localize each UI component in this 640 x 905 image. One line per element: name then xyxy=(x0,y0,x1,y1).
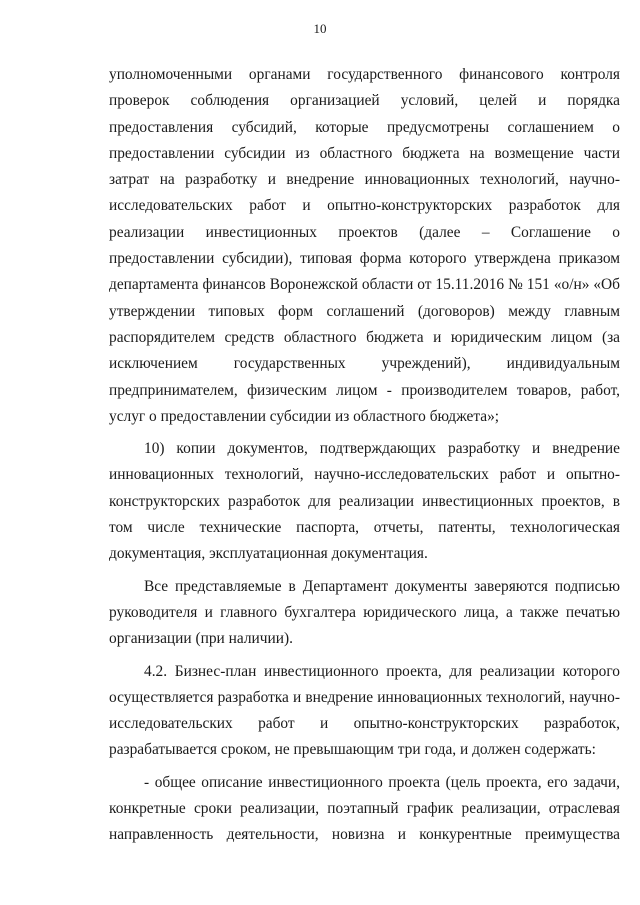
text-line: конкретные сроки реализации, поэтапный график реализации, отраслевая xyxy=(109,800,620,818)
text-line: осуществляется разработка и внедрение инновационных технологий, научно- xyxy=(109,688,620,706)
text-line: 4.2. Бизнес-план инвестиционного проекта, для реализации которого xyxy=(144,662,620,680)
text-line: департамента финансов Воронежской области от 15.11.2016 № 151 «о/н» «Об xyxy=(109,276,620,294)
text-line: том числе технические паспорта, отчеты, патенты, технологическая xyxy=(109,519,620,537)
document-body xyxy=(109,62,620,849)
text-line: распорядителем средств областного бюджета и юридическим лицом (за xyxy=(109,328,620,346)
text-line: исследовательских работ и опытно-конструкторских разработок для xyxy=(109,197,620,215)
text-line: инновационных технологий, научно-исследовательских работ и опытно- xyxy=(109,466,620,484)
paragraph-item-10 xyxy=(109,436,620,567)
text-line: руководителя и главного бухгалтера юридического лица, а также печатью xyxy=(109,603,620,621)
text-line: 10) копии документов, подтверждающих разработку и внедрение xyxy=(144,440,620,458)
paragraph-certification xyxy=(109,574,620,653)
text-line: разрабатывается сроком, не превышающим три года, и должен содержать: xyxy=(109,741,596,759)
text-line: предоставления субсидий, которые предусмотрены соглашением о xyxy=(109,118,620,136)
text-line: документация, эксплуатационная документация. xyxy=(109,545,428,563)
text-line: направленность деятельности, новизна и конкурентные преимущества xyxy=(109,826,620,844)
text-line: уполномоченными органами государственного финансового контроля xyxy=(109,66,620,83)
text-line: услуг о предоставлении субсидии из областного бюджета»; xyxy=(109,407,500,425)
page-number: 10 xyxy=(313,21,327,36)
text-line: предоставлении субсидии из областного бюджета на возмещение части xyxy=(109,144,620,162)
paragraph-continuation xyxy=(109,62,620,430)
text-line: Все представляемые в Департамент документы заверяются подписью xyxy=(144,577,620,595)
paragraph-section-4-2 xyxy=(109,659,620,764)
text-line: конструкторских разработок для реализации инвестиционных проектов, в xyxy=(109,492,620,510)
text-line: исследовательских работ и опытно-конструкторских разработок, xyxy=(109,715,620,733)
paragraph-project-description xyxy=(109,770,620,849)
text-line: затрат на разработку и внедрение инновационных технологий, научно- xyxy=(109,171,620,189)
text-line: предпринимателем, физическим лицом - производителем товаров, работ, xyxy=(109,381,620,399)
text-line: проверок соблюдения организацией условий, целей и порядка xyxy=(109,92,620,110)
text-line: исключением государственных учреждений), индивидуальным xyxy=(109,355,620,373)
text-line: утверждении типовых форм соглашений (договоров) между главным xyxy=(109,302,620,320)
text-line: реализации инвестиционных проектов (далее – Соглашение о xyxy=(109,223,620,241)
text-line: предоставлении субсидии), типовая форма которого утверждена приказом xyxy=(109,250,620,268)
text-line: - общее описание инвестиционного проекта (цель проекта, его задачи, xyxy=(144,773,620,791)
text-line: организации (при наличии). xyxy=(109,630,293,648)
